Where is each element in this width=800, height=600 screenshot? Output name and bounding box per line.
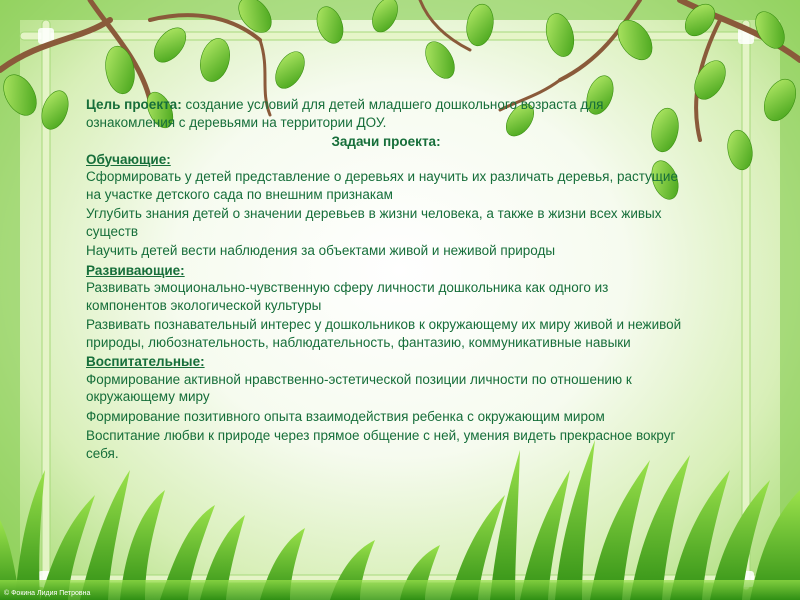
goal-label: Цель проекта: [86,97,182,112]
project-description [86,96,686,464]
task-item: Развивать эмоционально-чувственную сферу личности дошкольника как одного из компонентов экологической культуры [86,280,609,313]
project-goal [86,96,686,131]
task-item: Воспитание любви к природе через прямое общение с ней, умения видеть прекрасное вокруг себя. [86,428,676,461]
tasks-heading: Задачи проекта: [331,134,441,149]
section-heading-teaching: Обучающие: [86,151,171,167]
task-item: Научить детей вести наблюдения за объектами живой и неживой природы [86,243,556,258]
task-item: Развивать познавательный интерес у дошкольников к окружающему их миру живой и неживой природы, любознательность, наблюдательность, фантазию, коммуникативные навыки [86,317,682,350]
copyright-notice: © Фокина Лидия Петровна [4,590,91,597]
section-heading-developing: Развивающие: [86,262,185,278]
task-item: Углубить знания детей о значении деревьев в жизни человека, а также в жизни всех живых существ [86,206,662,239]
goal-text: создание условий для детей младшего дошкольного возраста для ознакомления с деревьями на территории ДОУ. [86,97,604,130]
task-item: Сформировать у детей представление о деревьях и научить их различать деревья, растущие на участке детского сада по внешним признакам [86,169,678,202]
section-heading-educational: Воспитательные: [86,354,205,369]
task-item: Формирование активной нравственно-эстетической позиции личности по отношению к окружающему миру [86,371,632,404]
task-item: Формирование позитивного опыта взаимодействия ребенка с окружающим миром [86,408,605,424]
